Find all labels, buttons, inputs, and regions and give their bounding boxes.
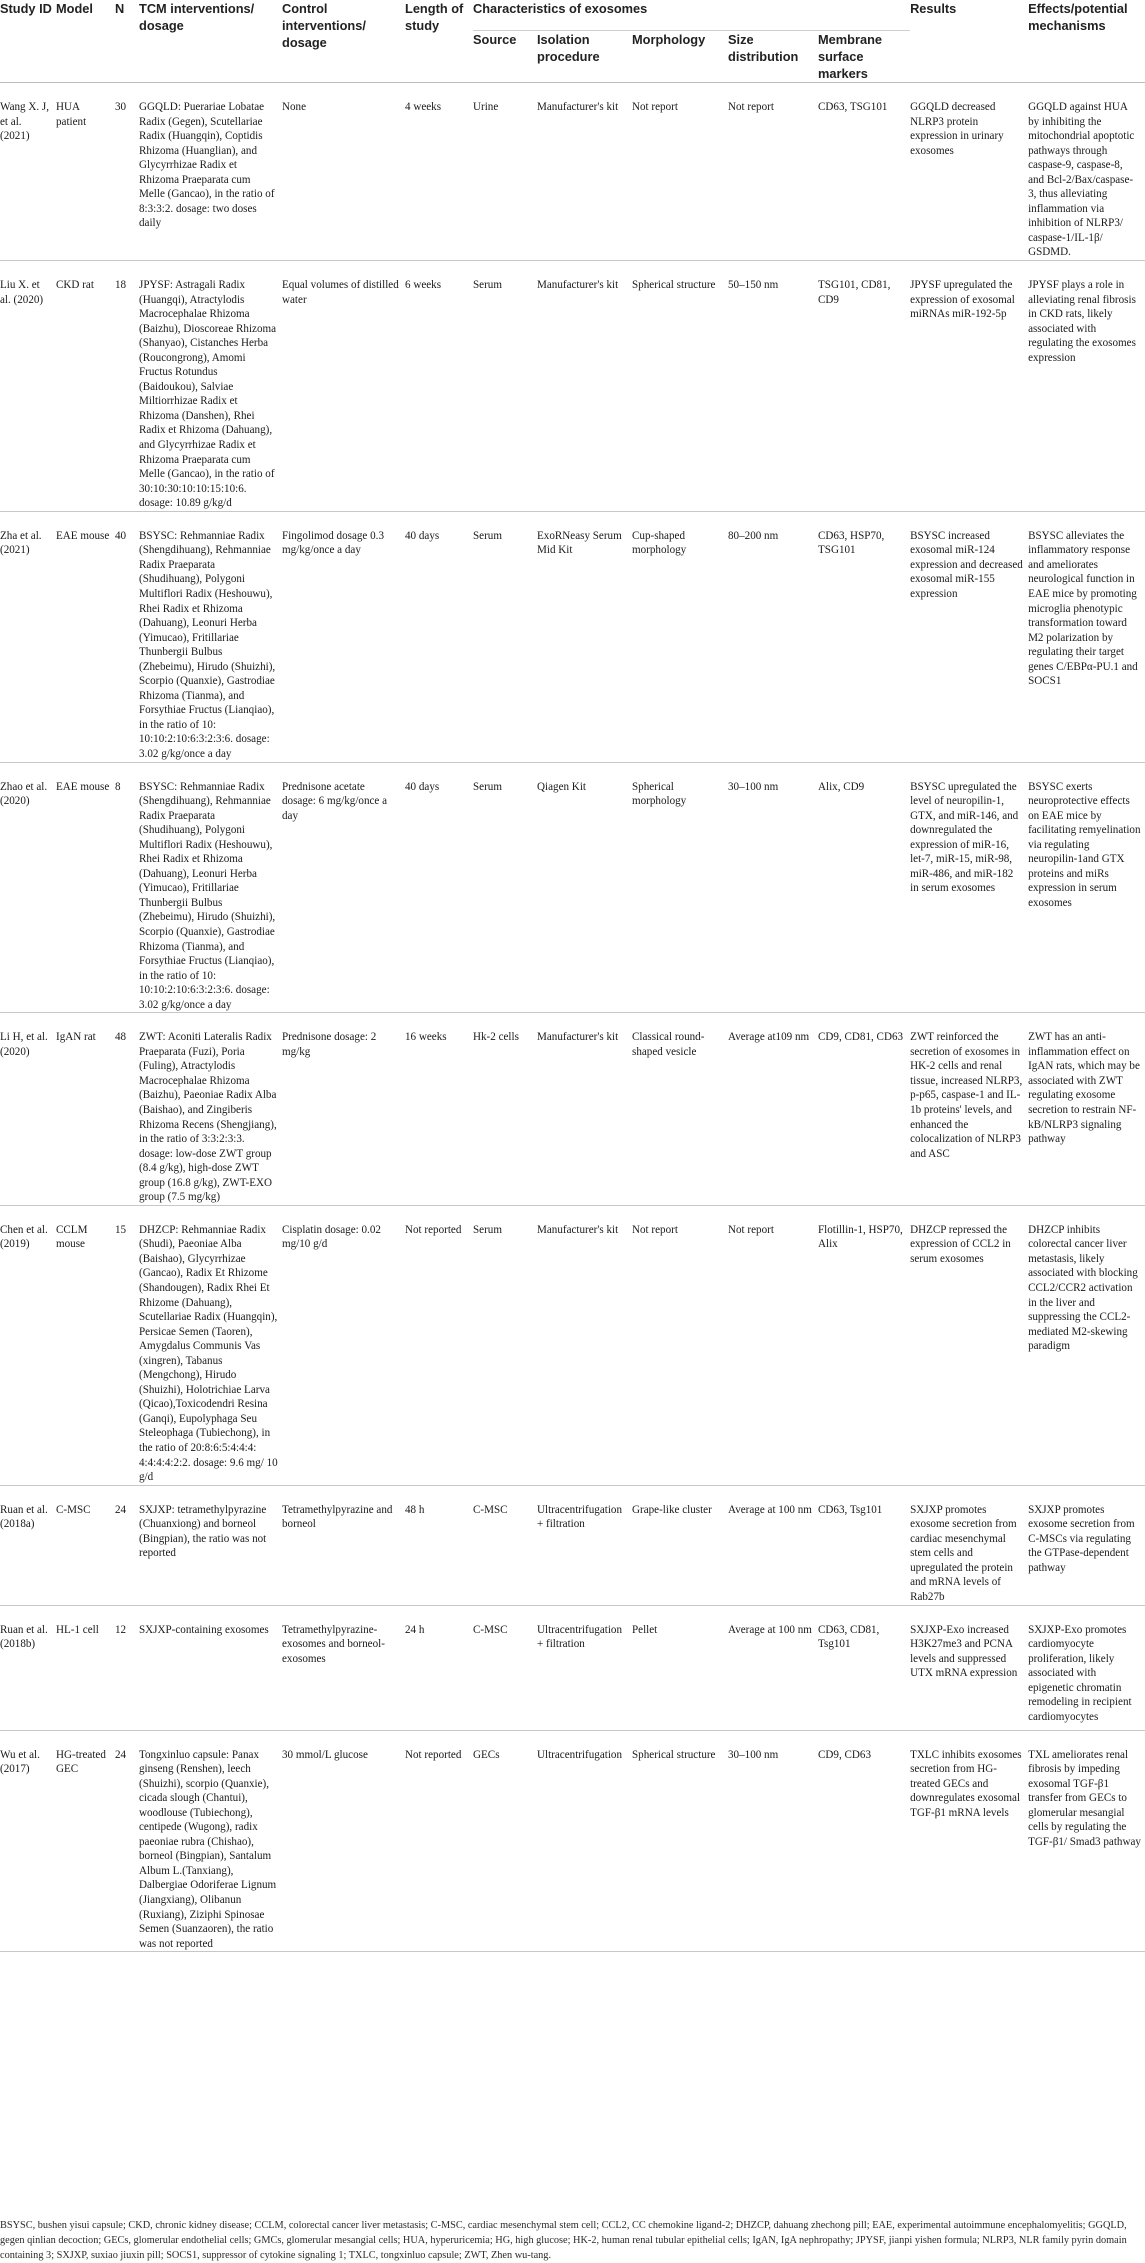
cell-n: 8 xyxy=(115,780,121,793)
header-morphology: Morphology xyxy=(632,31,728,83)
cell-effects: JPYSF plays a role in alleviating renal fibrosis in CKD rats, likely associated with regulating the exosomes expression xyxy=(1028,279,1136,364)
cell-size: Not report xyxy=(728,101,774,113)
cell-isolation: Manufacturer's kit xyxy=(537,101,619,113)
cell-control: Fingolimod dosage 0.3 mg/kg/once a day xyxy=(282,529,384,557)
cell-tcm: SXJXP: tetramethylpyrazine (Chuanxiong) and borneol (Bingpian), the ratio was not reported xyxy=(139,1503,267,1560)
cell-control: Equal volumes of distilled water xyxy=(282,279,399,306)
table-row xyxy=(0,261,1145,512)
cell-study: Ruan et al. (2018b) xyxy=(0,1623,48,1651)
header-length: Length of study xyxy=(405,1,464,33)
header-source: Source xyxy=(473,31,537,83)
cell-study: Ruan et al. (2018a) xyxy=(0,1503,48,1531)
header-markers: Membrane surface markers xyxy=(818,31,910,83)
table-row xyxy=(0,1205,1145,1485)
table-row xyxy=(0,1605,1145,1730)
cell-results: BSYSC upregulated the level of neuropilin-1, GTX, and miR-146, and downregulated the expression of miR-16, let-7, miR-15, miR-98, miR-486, and miR-182 in serum exosomes xyxy=(910,780,1019,895)
header-effects: Effects/potential mechanisms xyxy=(1028,1,1128,33)
cell-size: Not report xyxy=(728,1223,774,1236)
table-footnote: BSYSC, bushen yisui capsule; CKD, chronic kidney disease; CCLM, colorectal cancer liver metastasis; C-MSC, cardiac mesenchymal stem cell; CCL2, CC chemokine ligand-2; DHZCP, dahuang zhechong pill; EAE, experimental autoimmune encephalomyelitis; GGQLD, gegen qinlian decoction; GECs, glomerular endothelial cells; GMCs, glomerular mesangial cells; HUA, hyperuricemia; HG, high glucose; HK-2, human renal tubular epithelial cells; IgAN, IgA nephropathy; JPYSF, jianpi yishen formula; NLRP3, NLR family pyrin domain containing 3; SXJXP, suxiao jiuxin pill; SOCS1, suppressor of cytokine signaling 1; TXLC, tongxinluo capsule; ZWT, Zhen wu-tang. xyxy=(0,2220,1127,2261)
cell-effects: DHZCP inhibits colorectal cancer liver metastasis, likely associated with blocking CCL2/CCR2 activation in the liver and suppressing the CCL2-mediated M2-skewing paradigm xyxy=(1028,1223,1138,1353)
cell-results: ZWT reinforced the secretion of exosomes in HK-2 cells and renal tissue, increased NLRP3, p-p65, caspase-1 and IL-1b proteins' levels, and enhanced the colocalization of NLRP3 and ASC xyxy=(910,1031,1023,1160)
cell-size: Average at 100 nm xyxy=(728,1623,812,1636)
cell-source: C-MSC xyxy=(473,1503,508,1516)
cell-markers: Flotillin-1, HSP70, Alix xyxy=(818,1223,903,1251)
header-n: N xyxy=(115,1,125,16)
cell-tcm: BSYSC: Rehmanniae Radix (Shengdihuang), Rehmanniae Radix Praeparata (Shudihuang), Polygoni Multiflori Radix (Heshouwu), Rhei Radix et Rhizoma (Dahuang), Leonuri Herba (Yimucao), Fritillariae Thunbergii Bulbus (Zhebeimu), Hirudo (Shuizhi), Scorpio (Quanxie), Gastrodiae Rhizoma (Tianma), and Forsythiae Fructus (Lianqiao), in the ratio of 10: 10:10:2:10:6:3:2:3:6. dosage: 3.02 g/kg/once a day xyxy=(139,529,276,760)
cell-effects: ZWT has an anti-inflammation effect on IgAN rats, which may be associated with ZWT regulating exosome secretion to restrain NF-kB/NLRP3 signaling pathway xyxy=(1028,1031,1140,1146)
cell-source: C-MSC xyxy=(473,1623,508,1636)
cell-length: Not reported xyxy=(405,1223,462,1236)
cell-length: 48 h xyxy=(405,1503,425,1516)
cell-morphology: Spherical structure xyxy=(632,279,716,292)
cell-study: Wu et al. (2017) xyxy=(0,1748,40,1776)
cell-length: 16 weeks xyxy=(405,1031,447,1044)
cell-source: Serum xyxy=(473,529,502,542)
cell-effects: SXJXP-Exo promotes cardiomyocyte proliferation, likely associated with epigenetic chromatin remodeling in recipient cardiomyocytes xyxy=(1028,1623,1132,1723)
cell-source: GECs xyxy=(473,1748,500,1761)
cell-length: 40 days xyxy=(405,529,440,542)
cell-size: 80–200 nm xyxy=(728,529,779,542)
cell-study: Zhao et al. (2020) xyxy=(0,780,48,808)
cell-effects: GGQLD against HUA by inhibiting the mitochondrial apoptotic pathways through caspase-9, caspase-8, and Bcl-2/Bax/caspase-3, thus alleviating inflammation via inhibition of NLRP3/ caspase-1/IL-1β/ GSDMD. xyxy=(1028,101,1135,259)
cell-isolation: Manufacturer's kit xyxy=(537,279,619,292)
cell-results: DHZCP repressed the expression of CCL2 in serum exosomes xyxy=(910,1223,1011,1265)
cell-tcm: SXJXP-containing exosomes xyxy=(139,1623,269,1636)
table-row xyxy=(0,1730,1145,1952)
cell-source: Urine xyxy=(473,101,499,113)
cell-control: Prednisone dosage: 2 mg/kg xyxy=(282,1031,377,1058)
table-row xyxy=(0,83,1145,261)
cell-isolation: Qiagen Kit xyxy=(537,780,586,793)
cell-markers: CD63, CD81, Tsg101 xyxy=(818,1623,880,1651)
header-row xyxy=(0,0,1145,31)
cell-markers: Alix, CD9 xyxy=(818,780,865,793)
cell-source: Serum xyxy=(473,1223,502,1236)
cell-n: 48 xyxy=(115,1031,127,1044)
cell-n: 24 xyxy=(115,1748,127,1761)
cell-isolation: Manufacturer's kit xyxy=(537,1223,619,1236)
cell-markers: CD63, TSG101 xyxy=(818,101,888,113)
cell-length: 24 h xyxy=(405,1623,425,1636)
header-control: Control interventions/ dosage xyxy=(282,1,366,50)
cell-control: None xyxy=(282,101,307,113)
cell-model: HUA patient xyxy=(56,101,87,128)
cell-source: Serum xyxy=(473,279,502,292)
cell-model: CKD rat xyxy=(56,279,94,292)
cell-markers: CD63, HSP70, TSG101 xyxy=(818,529,885,557)
cell-results: GGQLD decreased NLRP3 protein expression in urinary exosomes xyxy=(910,101,1004,157)
cell-results: TXLC inhibits exosomes secretion from HG-treated GECs and downregulates exosomal TGF-β1 mRNA levels xyxy=(910,1748,1022,1819)
cell-control: Tetramethylpyrazine and borneol xyxy=(282,1503,393,1531)
cell-morphology: Grape-like cluster xyxy=(632,1503,712,1516)
cell-study: Liu X. et al. (2020) xyxy=(0,279,44,306)
cell-tcm: ZWT: Aconiti Lateralis Radix Praeparata (Fuzi), Poria (Fuling), Atractylodis Macrocephalae Rhizoma (Baizhu), Paeoniae Radix Alba (Baishao), and Zingiberis Rhizoma Recens (Shengjiang), in the ratio of 3:3:2:3:3. dosage: low-dose ZWT group (8.4 g/kg), high-dose ZWT group (16.8 g/kg), ZWT-EXO group (7.5 mg/kg) xyxy=(139,1031,277,1204)
header-size: Size distribution xyxy=(728,31,818,83)
cell-morphology: Not report xyxy=(632,1223,678,1236)
cell-isolation: Ultracentrifugation xyxy=(537,1748,623,1761)
cell-markers: CD9, CD81, CD63 xyxy=(818,1031,904,1044)
cell-study: Zha et al. (2021) xyxy=(0,529,42,557)
cell-results: JPYSF upregulated the expression of exosomal miRNAs miR-192-5p xyxy=(910,279,1015,321)
cell-n: 30 xyxy=(115,101,127,113)
cell-control: 30 mmol/L glucose xyxy=(282,1748,368,1761)
cell-isolation: Ultracentrifugation + filtration xyxy=(537,1503,623,1531)
cell-model: HG-treated GEC xyxy=(56,1748,106,1776)
cell-size: Average at 100 nm xyxy=(728,1503,812,1516)
cell-morphology: Classical round-shaped vesicle xyxy=(632,1031,705,1058)
cell-markers: CD9, CD63 xyxy=(818,1748,872,1761)
cell-isolation: ExoRNeasy Serum Mid Kit xyxy=(537,529,622,557)
cell-morphology: Spherical morphology xyxy=(632,780,687,808)
cell-markers: CD63, Tsg101 xyxy=(818,1503,883,1516)
cell-effects: BSYSC exerts neuroprotective effects on EAE mice by facilitating remyelination via regulating neuropilin-1and GTX proteins and miRs expression in serum exosomes xyxy=(1028,780,1141,909)
table-row xyxy=(0,1013,1145,1206)
cell-tcm: Tongxinluo capsule: Panax ginseng (Renshen), leech (Shuizhi), scorpio (Quanxie), cicada slough (Chantui), woodlouse (Tubiechong), centipede (Wugong), radix paeoniae rubra (Chishao), borneol (Bingpian), Santalum Album L.(Tanxiang), Dalbergiae Odoriferae Lignum (Jiangxiang), Olibanun (Ruxiang), Ziziphi Spinosae Semen (Suanzaoren), the ratio was not reported xyxy=(139,1748,277,1950)
table-row xyxy=(0,762,1145,1013)
cell-morphology: Not report xyxy=(632,101,678,113)
header-study-id: Study ID xyxy=(0,1,52,16)
header-results: Results xyxy=(910,1,957,16)
cell-morphology: Cup-shaped morphology xyxy=(632,529,687,557)
cell-tcm: DHZCP: Rehmanniae Radix (Shudi), Paeoniae Alba (Baishao), Glycyrrhizae (Gancao), Radix Et Rhizome (Shandougen), Radix Rhei Et Rhizome (Dahuang), Scutellariae Radix (Huangqin), Persicae Semen (Taoren), Amygdalus Communis Vas (xingren), Tabanus (Mengchong), Hirudo (Shuizhi), Holotrichiae Larva (Qicao),Toxicodendri Resina (Ganqi), Eupolyphaga Seu Steleophaga (Tubiechong), in the ratio of 20:8:6:5:4:4:4: 4:4:4:4:2:2. dosage: 9.6 mg/ 10 g/d xyxy=(139,1223,278,1484)
cell-results: SXJXP promotes exosome secretion from cardiac mesenchymal stem cells and upregulated the protein and mRNA levels of Rab27b xyxy=(910,1503,1017,1603)
cell-effects: TXL ameliorates renal fibrosis by impeding exosomal TGF-β1 transfer from GECs to glomerular mesangial cells by regulating the TGF-β1/ Smad3 pathway xyxy=(1028,1748,1141,1848)
cell-control: Tetramethylpyrazine-exosomes and borneol-exosomes xyxy=(282,1623,385,1665)
cell-size: Average at109 nm xyxy=(728,1031,810,1044)
cell-tcm: JPYSF: Astragali Radix (Huangqi), Atractylodis Macrocephalae Rhizoma (Baizhu), Dioscoreae Rhizoma (Shanyao), Cistanches Herba (Roucongrong), Amomi Fructus Rotundus (Baidoukou), Salviae Miltiorrhizae Radix et Rhizoma (Danshen), Rhei Radix et Rhizoma (Dahuang), and Glycyrrhizae Radix et Rhizoma Praeparata cum Melle (Gancao), in the ratio of 30:10:30:10:10:15:10:6. dosage: 10.89 g/kg/d xyxy=(139,279,277,510)
cell-isolation: Ultracentrifugation + filtration xyxy=(537,1623,623,1651)
cell-morphology: Spherical structure xyxy=(632,1748,716,1761)
cell-results: SXJXP-Exo increased H3K27me3 and PCNA levels and suppressed UTX mRNA expression xyxy=(910,1623,1018,1680)
cell-length: Not reported xyxy=(405,1748,462,1761)
cell-control: Cisplatin dosage: 0.02 mg/10 g/d xyxy=(282,1223,381,1251)
cell-isolation: Manufacturer's kit xyxy=(537,1031,619,1044)
cell-n: 12 xyxy=(115,1623,127,1636)
cell-n: 40 xyxy=(115,529,127,542)
cell-tcm: GGQLD: Puerariae Lobatae Radix (Gegen), Scutellariae Radix (Huangqin), Coptidis Rhizoma (Huanglian), and Glycyrrhizae Radix et Rhizoma Praeparata cum Melle (Gancao), in the ratio of 8:3:3:2. dosage: two doses daily xyxy=(139,101,275,230)
cell-tcm: BSYSC: Rehmanniae Radix (Shengdihuang), Rehmanniae Radix Praeparata (Shudihuang), Polygoni Multiflori Radix (Heshouwu), Rhei Radix et Rhizoma (Dahuang), Leonuri Herba (Yimucao), Fritillariae Thunbergii Bulbus (Zhebeimu), Hirudo (Shuizhi), Scorpio (Quanxie), Gastrodiae Rhizoma (Tianma), and Forsythiae Fructus (Lianqiao), in the ratio of 10: 10:10:2:10:6:3:2:3:6. dosage: 3.02 g/kg/once a day xyxy=(139,780,276,1011)
table-row xyxy=(0,511,1145,762)
cell-model: CCLM mouse xyxy=(56,1223,88,1251)
cell-morphology: Pellet xyxy=(632,1623,658,1636)
header-model: Model xyxy=(56,1,93,16)
cell-control: Prednisone acetate dosage: 6 mg/kg/once a day xyxy=(282,780,388,822)
cell-size: 50–150 nm xyxy=(728,279,779,292)
cell-study: Chen et al. (2019) xyxy=(0,1223,48,1251)
cell-size: 30–100 nm xyxy=(728,1748,779,1761)
cell-source: Serum xyxy=(473,780,502,793)
table-row xyxy=(0,1485,1145,1605)
cell-model: EAE mouse xyxy=(56,529,110,542)
header-characteristics: Characteristics of exosomes xyxy=(473,1,648,16)
cell-length: 4 weeks xyxy=(405,101,442,113)
cell-markers: TSG101, CD81, CD9 xyxy=(818,279,891,306)
cell-n: 15 xyxy=(115,1223,127,1236)
cell-model: HL-1 cell xyxy=(56,1623,99,1636)
cell-effects: BSYSC alleviates the inflammatory response and ameliorates neurological function in EAE mice by promoting microglia phenotypic transformation toward M2 polarization by regulating their target genes C/EBPα-PU.1 and SOCS1 xyxy=(1028,529,1138,688)
cell-study: Wang X. J, et al. (2021) xyxy=(0,101,50,143)
cell-model: C-MSC xyxy=(56,1503,91,1516)
cell-n: 18 xyxy=(115,279,127,292)
cell-n: 24 xyxy=(115,1503,127,1516)
cell-results: BSYSC increased exosomal miR-124 expression and decreased exosomal miR-155 expression xyxy=(910,529,1023,600)
cell-size: 30–100 nm xyxy=(728,780,779,793)
cell-model: EAE mouse xyxy=(56,780,110,793)
cell-study: Li H, et al. (2020) xyxy=(0,1031,48,1058)
cell-length: 40 days xyxy=(405,780,440,793)
cell-source: Hk-2 cells xyxy=(473,1031,519,1044)
cell-length: 6 weeks xyxy=(405,279,442,292)
header-tcm: TCM interventions/ dosage xyxy=(139,1,255,33)
header-isolation: Isolation procedure xyxy=(537,31,632,83)
cell-model: IgAN rat xyxy=(56,1031,96,1044)
cell-effects: SXJXP promotes exosome secretion from C-MSCs via regulating the GTPase-dependent pathway xyxy=(1028,1503,1135,1574)
